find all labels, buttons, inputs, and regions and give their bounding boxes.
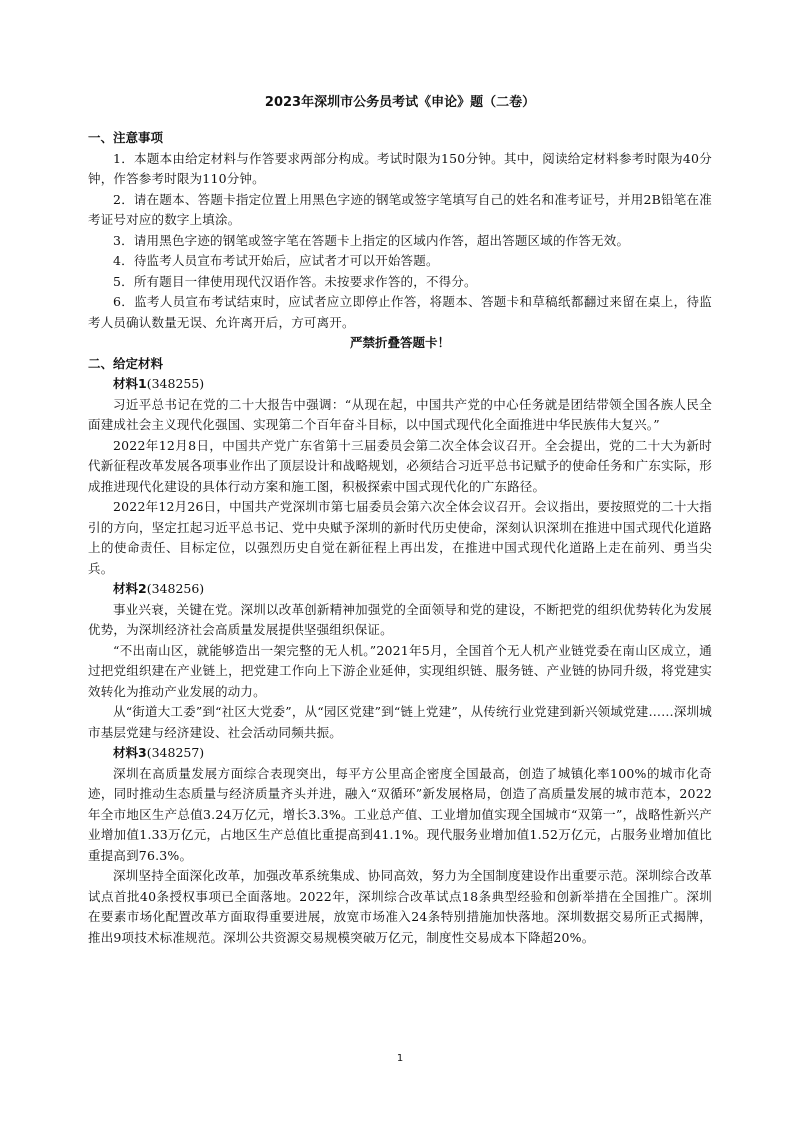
material-label: 材料1 bbox=[113, 376, 147, 391]
material-paragraph: 事业兴衰，关键在党。深圳以改革创新精神加强党的全面领导和党的建设，不断把党的组织优势转化为发展优势，为深圳经济社会高质量发展提供坚强组织保证。 bbox=[88, 601, 712, 637]
note-item: 3．请用黑色字迹的钢笔或签字笔在答题卡上指定的区域内作答，超出答题区域的作答无效。 bbox=[113, 232, 630, 248]
material-paragraph: 习近平总书记在党的二十大报告中强调：“从现在起，中国共产党的中心任务就是团结带领全国各族人民全面建成社会主义现代化强国、实现第二个百年奋斗目标，以中国式现代化全面推进中华民族伟大复兴。” bbox=[88, 396, 712, 432]
material-paragraph: 2022年12月26日，中国共产党深圳市第七届委员会第六次全体会议召开。会议指出，要按照党的二十大指引的方向，坚定扛起习近平总书记、党中央赋予深圳的新时代历史使命，深刻认识深圳在推进中国式现代化道路上的使命责任、目标定位，以强烈历史自觉在新征程上再出发，在推进中国式现代化道路上走在前列、勇当尖兵。 bbox=[88, 499, 712, 576]
note-item: 6．监考人员宣布考试结束时，应试者应立即停止作答，将题本、答题卡和草稿纸都翻过来留在桌上，待监考人员确认数量无误、允许离开后，方可离开。 bbox=[88, 294, 712, 330]
note-item: 5．所有题目一律使用现代汉语作答。未按要求作答的，不得分。 bbox=[113, 273, 477, 289]
material-heading bbox=[88, 374, 712, 395]
material-label: 材料3 bbox=[113, 745, 147, 760]
material-paragraph: 2022年12月8日，中国共产党广东省第十三届委员会第二次全体会议召开。全会提出，党的二十大为新时代新征程改革发展各项事业作出了顶层设计和战略规划，必须结合习近平总书记赋予的使命任务和广东实际，形成推进现代化建设的具体行动方案和施工图，积极探索中国式现代化的广东路径。 bbox=[88, 437, 712, 494]
note-item: 1．本题本由给定材料与作答要求两部分构成。考试时限为150分钟。其中，阅读给定材料参考时限为40分钟，作答参考时限为110分钟。 bbox=[88, 150, 712, 186]
material-heading bbox=[88, 579, 712, 600]
material-code: (348257) bbox=[146, 745, 205, 760]
notice-line: 严禁折叠答题卡！ bbox=[349, 335, 450, 350]
material-paragraph: 深圳坚持全面深化改革，加强改革系统集成、协同高效，努力为全国制度建设作出重要示范。深圳综合改革试点首批40条授权事项已全面落地。2022年，深圳综合改革试点18条典型经验和创新举措在全国推广。深圳在要素市场化配置改革方面取得重要进展，放宽市场准入24条特别措施加快落地。深圳数据交易所正式揭牌，推出9项技术标准规范。深圳公共资源交易规模突破万亿元，制度性交易成本下降超20%。 bbox=[88, 868, 712, 945]
material-code: (348255) bbox=[146, 376, 205, 391]
material-paragraph: 从“街道大工委”到“社区大党委”，从“园区党建”到“链上党建”，从传统行业党建到新兴领域党建……深圳城市基层党建与经济建设、社会活动同频共振。 bbox=[88, 704, 712, 740]
note-item: 2．请在题本、答题卡指定位置上用黑色字迹的钢笔或签字笔填写自己的姓名和准考证号，并用2B铅笔在准考证号对应的数字上填涂。 bbox=[88, 191, 712, 227]
material-paragraph: 深圳在高质量发展方面综合表现突出，每平方公里高企密度全国最高，创造了城镇化率100%的城市化奇迹，同时推动生态质量与经济质量齐头并进，融入“双循环”新发展格局，创造了高质量发展的城市范本，2022年全市地区生产总值3.24万亿元，增长3.3%。工业总产值、工业增加值实现全国城市“双第一”，战略性新兴产业增加值1.33万亿元，占地区生产总值比重提高到41.1%。现代服务业增加值1.52万亿元，占服务业增加值比重提高到76.3%。 bbox=[88, 765, 712, 863]
material-code: (348256) bbox=[146, 581, 205, 596]
material-label: 材料2 bbox=[113, 581, 147, 596]
page-number: 1 bbox=[396, 1053, 404, 1064]
section-heading-materials: 二、给定材料 bbox=[88, 355, 164, 371]
section-heading-notes: 一、注意事项 bbox=[88, 130, 164, 145]
note-item: 4．待监考人员宣布考试开始后，应试者才可以开始答题。 bbox=[113, 253, 439, 268]
document-title: 2023年深圳市公务员考试《申论》题（二卷） bbox=[264, 95, 536, 110]
material-heading bbox=[88, 743, 712, 764]
material-paragraph: “不出南山区，就能够造出一架完整的无人机。”2021年5月，全国首个无人机产业链党委在南山区成立，通过把党组织建在产业链上，把党建工作向上下游企业延伸，实现组织链、服务链、产业链的协同升级，将党建实效转化为推动产业发展的动力。 bbox=[88, 642, 712, 699]
document-page bbox=[88, 92, 712, 948]
